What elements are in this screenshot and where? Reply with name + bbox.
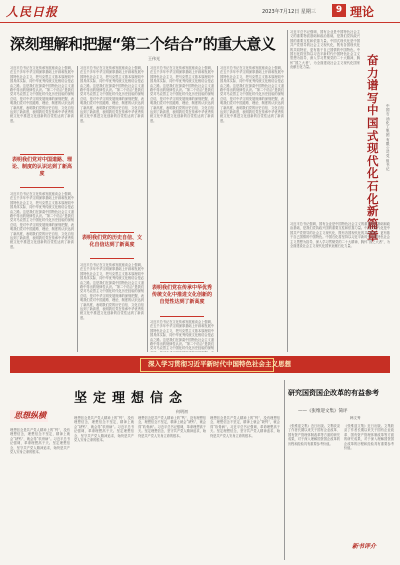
lower-article-col-3: 理想信念是共产党人精神上的“钙”，没有理想信念，理想信念不坚定，精神上就会“缺钙”，就会得“软骨病”。习近平总书记强调，革命理想高于天。坚定理想信念，坚守共产党人精神追求，始终是共产党人安身立命的根本。	[138, 416, 206, 438]
side-article-title: 奋力谱写中国式现代化石化新篇章	[367, 53, 379, 244]
subhead-rule	[90, 232, 134, 233]
column-tag-label: 思想纵横	[14, 410, 46, 420]
side-article-col: 习近平总书记强调，国有企业是中国特色社会主义的重要物质基础和政治基础，是我们党执政兴国的重要支柱和依靠力量。中国式现代化是中国共产党领导的社会主义现代化，既有各国现代化的共同特征，更有基于自己国情的中国特色。中国石化将坚持以习近平新时代中国特色社会主义思想为指导，深入学习贯彻党的二十大精神，胸怀“国之大者”，为全面建设社会主义现代化国家贡献石化力量。	[290, 30, 360, 70]
main-headline: 深刻理解和把握“第二个结合”的重大意义	[10, 35, 276, 53]
lower-article-col-1: 理想信念是共产党人精神上的“钙”，没有理想信念，理想信念不坚定，精神上就会“缺钙”，就会得“软骨病”。习近平总书记强调，革命理想高于天。坚定理想信念，坚守共产党人精神追求，始终是共产党人安身立命的根本。	[10, 428, 70, 455]
column-divider	[217, 66, 218, 352]
book-review-title: 研究国资国企改革的有益参考	[288, 389, 379, 397]
column-divider	[287, 30, 288, 352]
main-article-col-4: 习近平总书记在文化传承发展座谈会上强调，在五千多年中华文明深厚基础上开辟和发展中国特色社会主义，把马克思主义基本原理同中国具体实际、同中华优秀传统文化相结合是必由之路。这是我们在探索中国特色社会主义道路中得出的规律性认识。“第二个结合”是我们党对马克思主义中国化时代化历史经验的深刻总结，是对中华文明发展规律的深刻把握，表明我们党对中国道路、理论、制度的认识达到了新高度，表明我们党的历史自信、文化自信达到了新高度，表明我们党在传承中华优秀传统文化中推进文化创新的自觉性达到了新高度。	[220, 66, 284, 123]
side-article-author: 中国石油化工集团有限公司党组书记	[386, 104, 390, 172]
page-number-badge: 9	[332, 4, 346, 17]
column-divider	[284, 380, 285, 560]
dateline: 2023年7月12日 星期三	[262, 9, 316, 15]
new-book-stamp: 新书评介	[352, 543, 377, 550]
column-divider	[147, 66, 148, 352]
book-review-col-1: 《张维迎文集》近日出版。文集收录了作者长期以来关于国有企业改革、国有资产管理体制改革等方面的研究成果，对于深入理解国资国企改革的历程和经验具有重要参考价值。	[288, 424, 340, 446]
lower-article-col-2: 理想信念是共产党人精神上的“钙”，没有理想信念，理想信念不坚定，精神上就会“缺钙”，就会得“软骨病”。习近平总书记强调，革命理想高于天。坚定理想信念，坚守共产党人精神追求，始终是共产党人安身立命的根本。	[74, 416, 134, 443]
subhead-rule	[20, 154, 64, 155]
main-article-col-3a: 习近平总书记在文化传承发展座谈会上强调，在五千多年中华文明深厚基础上开辟和发展中国特色社会主义，把马克思主义基本原理同中国具体实际、同中华优秀传统文化相结合是必由之路。这是我们在探索中国特色社会主义道路中得出的规律性认识。“第二个结合”是我们党对马克思主义中国化时代化历史经验的深刻总结，是对中华文明发展规律的深刻把握，表明我们党对中国道路、理论、制度的认识达到了新高度，表明我们党的历史自信、文化自信达到了新高度，表明我们党在传承中华优秀传统文化中推进文化创新的自觉性达到了新高度。	[150, 66, 214, 123]
subhead-rule	[160, 282, 204, 283]
subhead-rule	[20, 187, 64, 188]
book-review-author: 韩文秀	[350, 416, 361, 420]
section-title: 理论	[350, 5, 375, 19]
subhead-2: 表明我们党的历史自信、文化自信达到了新高度	[82, 235, 143, 248]
main-byline: 王伟光	[148, 56, 160, 61]
column-tag	[10, 410, 48, 422]
subhead-rule	[160, 316, 204, 317]
newspaper-logo: 人民日报	[6, 5, 59, 19]
subhead-1: 表明我们党对中国道路、理论、制度的认识达到了新高度	[12, 157, 73, 177]
banner-text: 深入学习贯彻习近平新时代中国特色社会主义思想	[148, 360, 291, 368]
lower-article-author: 何明初	[176, 409, 188, 414]
column-divider	[77, 66, 78, 352]
subhead-3: 表明我们党在传承中华优秀传统文化中推进文化创新的自觉性达到了新高度	[152, 285, 213, 305]
main-article-col-1a: 习近平总书记在文化传承发展座谈会上强调，在五千多年中华文明深厚基础上开辟和发展中国特色社会主义，把马克思主义基本原理同中国具体实际、同中华优秀传统文化相结合是必由之路。这是我们在探索中国特色社会主义道路中得出的规律性认识。“第二个结合”是我们党对马克思主义中国化时代化历史经验的深刻总结，是对中华文明发展规律的深刻把握，表明我们党对中国道路、理论、制度的认识达到了新高度，表明我们党的历史自信、文化自信达到了新高度，表明我们党在传承中华优秀传统文化中推进文化创新的自觉性达到了新高度。	[10, 66, 74, 123]
lower-article-col-4: 理想信念是共产党人精神上的“钙”，没有理想信念，理想信念不坚定，精神上就会“缺钙”，就会得“软骨病”。习近平总书记强调，革命理想高于天。坚定理想信念，坚守共产党人精神追求，始终是共产党人安身立命的根本。	[210, 416, 280, 438]
main-article-col-2a: 习近平总书记在文化传承发展座谈会上强调，在五千多年中华文明深厚基础上开辟和发展中国特色社会主义，把马克思主义基本原理同中国具体实际、同中华优秀传统文化相结合是必由之路。这是我们在探索中国特色社会主义道路中得出的规律性认识。“第二个结合”是我们党对马克思主义中国化时代化历史经验的深刻总结，是对中华文明发展规律的深刻把握，表明我们党对中国道路、理论、制度的认识达到了新高度，表明我们党的历史自信、文化自信达到了新高度，表明我们党在传承中华优秀传统文化中推进文化创新的自觉性达到了新高度。	[80, 66, 144, 123]
main-article-col-2b: 习近平总书记在文化传承发展座谈会上强调，在五千多年中华文明深厚基础上开辟和发展中国特色社会主义，把马克思主义基本原理同中国具体实际、同中华优秀传统文化相结合是必由之路。这是我们在探索中国特色社会主义道路中得出的规律性认识。“第二个结合”是我们党对马克思主义中国化时代化历史经验的深刻总结，是对中华文明发展规律的深刻把握，表明我们党对中国道路、理论、制度的认识达到了新高度，表明我们党的历史自信、文化自信达到了新高度，表明我们党在传承中华优秀传统文化中推进文化创新的自觉性达到了新高度。	[80, 263, 144, 320]
book-review-col-2: 《张维迎文集》近日出版。文集收录了作者长期以来关于国有企业改革、国有资产管理体制改革等方面的研究成果，对于深入理解国资国企改革的历程和经验具有重要参考价值。	[344, 424, 394, 451]
main-article-col-3b: 习近平总书记在文化传承发展座谈会上强调，在五千多年中华文明深厚基础上开辟和发展中国特色社会主义，把马克思主义基本原理同中国具体实际、同中华优秀传统文化相结合是必由之路。这是我们在探索中国特色社会主义道路中得出的规律性认识。“第二个结合”是我们党对马克思主义中国化时代化历史经验的深刻	[150, 320, 214, 351]
book-review-subtitle: ——《张维迎文集》简评	[298, 409, 348, 414]
side-article-col-2: 习近平总书记强调，国有企业是中国特色社会主义的重要物质基础和政治基础，是我们党执政兴国的重要支柱和依靠力量。中国式现代化是中国共产党领导的社会主义现代化，既有各国现代化的共同特征，更有基于自己国情的中国特色。中国石化将坚持以习近平新时代中国特色社会主义思想为指导，深入学习贯彻党的二十大精神，胸怀“国之大者”，为全面建设社会主义现代化国家贡献石化力量。	[290, 222, 390, 249]
main-article-col-1b: 习近平总书记在文化传承发展座谈会上强调，在五千多年中华文明深厚基础上开辟和发展中国特色社会主义，把马克思主义基本原理同中国具体实际、同中华优秀传统文化相结合是必由之路。这是我们在探索中国特色社会主义道路中得出的规律性认识。“第二个结合”是我们党对马克思主义中国化时代化历史经验的深刻总结，是对中华文明发展规律的深刻把握，表明我们党对中国道路、理论、制度的认识达到了新高度，表明我们党的历史自信、文化自信达到了新高度，表明我们党在传承中华优秀传统文化中推进文化创新的自觉性达到了新高度。	[10, 192, 74, 249]
lower-article-title: 坚定理想信念	[74, 391, 189, 406]
subhead-rule	[90, 258, 134, 259]
